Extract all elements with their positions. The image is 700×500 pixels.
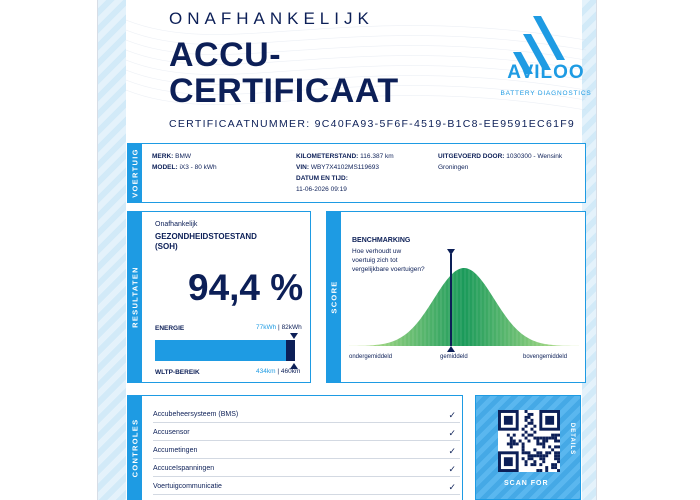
checkmark-icon: ✓ — [448, 482, 456, 492]
certificate-number — [169, 118, 575, 130]
control-label: AccuceIspanningen — [153, 465, 215, 472]
checkmark-icon: ✓ — [448, 428, 456, 438]
bar-marker-top-icon — [290, 333, 298, 339]
vehicle-col-issuer — [438, 151, 583, 173]
soh-heading-1: GEZONDHEIDSTOESTAND — [155, 232, 257, 241]
qr-side-text: DETAILS — [568, 422, 575, 456]
certificate-title — [169, 37, 399, 109]
soh-value: 94,4 % — [188, 267, 304, 308]
results-section — [127, 211, 311, 383]
score-sidebar — [327, 212, 341, 382]
control-label: Accubeheersysteem (BMS) — [153, 411, 239, 418]
energy-label: ENERGIE — [155, 325, 185, 332]
benchmarking-heading: BENCHMARKING — [352, 237, 411, 244]
checkmark-icon: ✓ — [448, 410, 456, 420]
vehicle-col-mileage — [296, 151, 426, 195]
question-line-1: Hoe verhoudt uw — [352, 248, 402, 255]
range-separator: | — [277, 368, 280, 375]
benchmark-marker-bottom-icon — [447, 346, 455, 352]
energy-bar-markers — [289, 333, 299, 369]
mileage-label: KILOMETERSTAND: — [296, 153, 359, 160]
bell-curve-area — [349, 268, 579, 346]
control-row — [153, 479, 460, 495]
energy-current: 77kWh — [256, 324, 277, 331]
energy-total: 82kWh — [281, 324, 302, 331]
certificate-page — [97, 0, 597, 500]
question-line-2: voertuig zich tot — [352, 257, 398, 264]
decorative-left-stripe — [98, 0, 126, 500]
controls-section — [127, 395, 463, 500]
mileage-value: 116.387 km — [360, 153, 394, 160]
issuer-value-2: Groningen — [438, 164, 469, 171]
vehicle-section-label: VOERTUIG — [130, 148, 140, 198]
axis-low: ondergemiddeld — [349, 354, 393, 360]
axis-high: bovengemiddeld — [523, 354, 568, 360]
energy-bar-fill — [155, 340, 286, 361]
checkmark-icon: ✓ — [448, 464, 456, 474]
range-values — [256, 368, 300, 375]
logo-tagline: BATTERY DIAGNOSTICS — [500, 90, 592, 97]
certificate-number-label: CERTIFICAATNUMMER: — [169, 118, 311, 130]
bell-curve-hatching — [353, 268, 577, 346]
title-line-1: ACCU- — [169, 36, 282, 74]
datetime-label: DATUM EN TIJD: — [296, 175, 348, 182]
make-label: MERK: — [152, 153, 174, 160]
energy-separator: | — [278, 324, 280, 331]
qr-section[interactable] — [475, 395, 581, 500]
vehicle-col-make — [152, 151, 282, 173]
control-row — [153, 461, 460, 477]
make-value: BMW — [175, 153, 192, 160]
control-label: Accusensor — [153, 429, 190, 436]
model-label: MODEL: — [152, 164, 178, 171]
logo-name: AVILOO — [507, 62, 585, 83]
issuer-label: UITGEVOERD DOOR: — [438, 153, 505, 160]
score-section-label: SCORE — [329, 280, 339, 314]
certificate-number-value: 9C40FA93-5F6F-4519-B1C8-EE9591EC61F9 — [314, 118, 576, 130]
title-line-2: CERTIFICAAT — [169, 72, 399, 110]
vin-value: WBY7X4102MS119693 — [310, 164, 379, 171]
benchmark-marker-top-icon — [447, 249, 455, 255]
checkmark-icon: ✓ — [448, 446, 456, 456]
soh-heading-2: (SOH) — [155, 242, 178, 251]
model-value: iX3 - 80 kWh — [179, 164, 217, 171]
control-row — [153, 407, 460, 423]
datetime-value: 11-06-2026 09:19 — [296, 186, 347, 193]
aviloo-logo-icon — [501, 12, 591, 102]
control-label: Accumetingen — [153, 447, 198, 454]
results-intro: Onafhankelijk — [155, 221, 198, 228]
results-heading — [155, 232, 257, 252]
control-row — [153, 425, 460, 441]
question-line-3: vergelijkbare voertuigen? — [352, 266, 425, 273]
results-sidebar — [128, 212, 142, 382]
range-total: 460km — [280, 368, 301, 375]
energy-values — [256, 324, 302, 331]
vin-label: VIN: — [296, 164, 309, 171]
controls-section-label: CONTROLES — [130, 418, 140, 478]
issuer-value-1: 1030300 - Wensink — [506, 153, 563, 160]
benchmark-bell-curve — [349, 242, 579, 352]
vehicle-sidebar — [128, 144, 142, 202]
range-current: 434km — [256, 368, 276, 375]
qr-code-icon[interactable] — [494, 410, 564, 472]
vehicle-section — [127, 143, 586, 203]
certificate-subtitle: ONAFHANKELIJK — [169, 9, 374, 28]
range-label: WLTP-BEREIK — [155, 369, 200, 376]
controls-sidebar — [128, 396, 142, 500]
score-section — [326, 211, 586, 383]
results-section-label: RESULTATEN — [130, 266, 140, 328]
control-label: Voertuigcommunicatie — [153, 483, 222, 490]
qr-caption: SCAN FOR — [504, 480, 549, 487]
control-row — [153, 443, 460, 459]
axis-mid: gemiddeld — [440, 354, 468, 360]
